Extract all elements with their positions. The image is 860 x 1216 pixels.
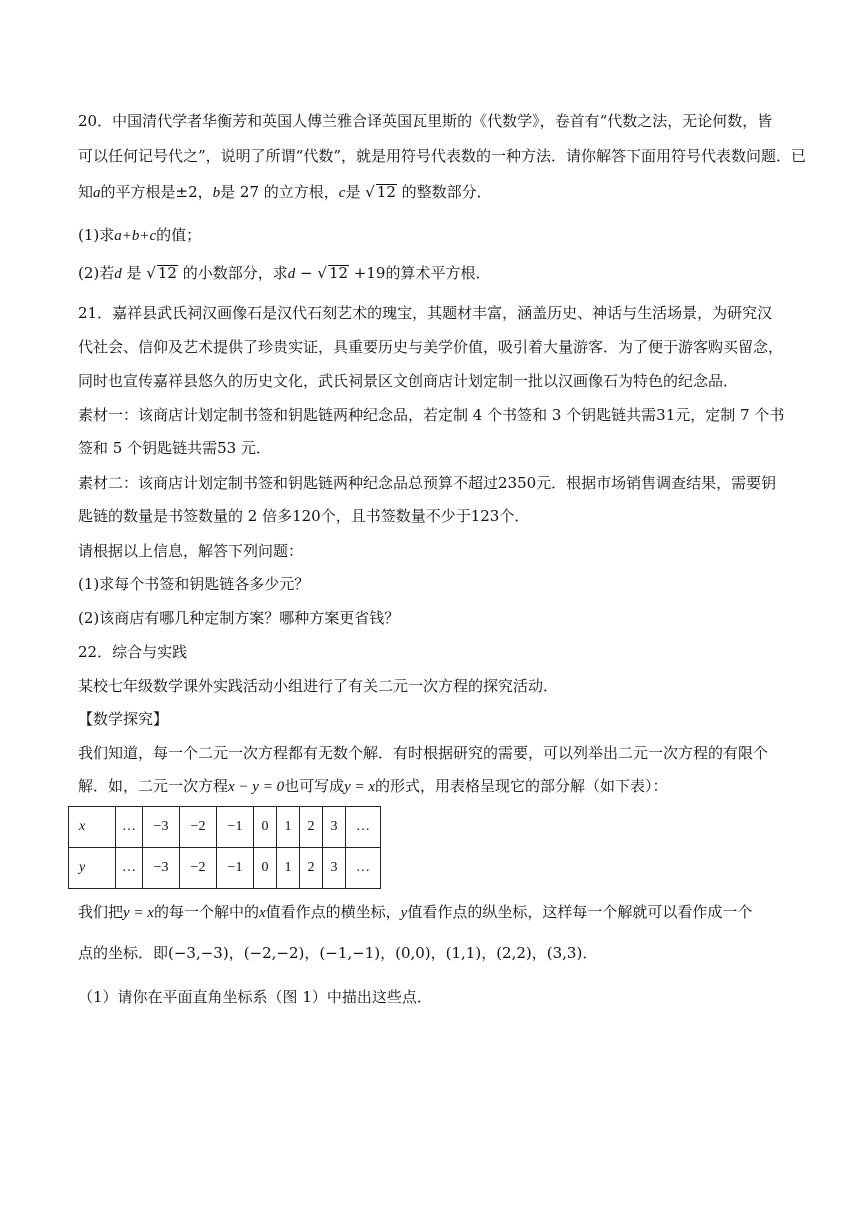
q22-para-1-text: 解．如，二元一次方程 <box>78 777 229 795</box>
var-d: d <box>287 266 296 282</box>
table-cell: −2 <box>180 848 217 889</box>
table-cell: … <box>346 807 381 848</box>
q22-title: 22．综合与实践 <box>78 643 188 661</box>
q22-para-2-text: 值看作点的纵坐标，这样每一个解就可以看作成一个 <box>407 903 753 921</box>
radical-12: 12 <box>328 264 349 282</box>
expr-sum: a+b+c <box>114 228 157 244</box>
q20-part-2-label: (2)若 <box>78 264 115 282</box>
q21-part-1: (1)求每个书签和钥匙链各多少元？ <box>78 575 310 593</box>
q20-part-1-text: 的值； <box>156 226 202 244</box>
var-y: y <box>400 905 408 921</box>
q20-line-3: 知a的平方根是±2，b是 27 的立方根，c是 √ 12 的整数部分． <box>78 183 492 201</box>
q22-para-2-text: 我们把 <box>78 903 124 921</box>
q20-part-2-text: 的算术平方根． <box>385 264 491 282</box>
table-cell: −3 <box>143 848 180 889</box>
q20-line-2: 可以任何记号代之”，说明了所谓“代数”，就是用符号代表数的一种方法．请你解答下面用符号代表数问题．已 <box>78 147 807 165</box>
table-cell: 2 <box>300 807 323 848</box>
q22-para-1-text: 也可写成 <box>284 777 345 795</box>
q20-part-2-text: 的小数部分，求 <box>182 264 288 282</box>
q21-material-2-line-2: 匙链的数量是书签数量的 2 倍多120个，且书签数量不少于123个． <box>78 507 530 525</box>
q22-task-1: （1）请你在平面直角坐标系（图 1）中描出这些点． <box>78 988 432 1006</box>
q21-material-1-line-2: 签和 5 个钥匙链共需53 元． <box>78 439 271 457</box>
q21-part-2: (2)该商店有哪几种定制方案？哪种方案更省钱？ <box>78 609 400 627</box>
table-cell: 3 <box>323 807 346 848</box>
plus-19: +19 <box>349 264 386 282</box>
q22-para-1-line-2 <box>78 775 668 798</box>
q22-intro: 某校七年级数学课外实践活动小组进行了有关二元一次方程的探究活动． <box>78 677 559 695</box>
q21-line-1: 21．嘉祥县武氏祠汉画像石是汉代石刻艺术的瑰宝，其题材丰富，涵盖历史、神话与生活场景，为研究汉 <box>78 304 773 322</box>
q20-line-3-text: 是 27 的立方根， <box>220 183 339 201</box>
table-cell: 1 <box>277 807 300 848</box>
table-cell: … <box>116 807 143 848</box>
table-cell: … <box>346 848 381 889</box>
var-a: a <box>93 185 101 201</box>
equation-x-minus-y: x − y = 0 <box>228 779 285 795</box>
table-cell: 0 <box>254 807 277 848</box>
q21-prompt: 请根据以上信息，解答下列问题： <box>78 542 304 560</box>
q22-section-heading: 【数学探究】 <box>78 710 169 728</box>
equation-y-equals-x: y = x <box>123 905 154 921</box>
table-cell: x <box>69 807 116 848</box>
q20-line-3-text: 的整数部分． <box>401 183 492 201</box>
q20-part-2: (2)若d 是 √ 12 的小数部分，求d − √ 12 +19的算术平方根． <box>78 264 491 282</box>
table-cell: −1 <box>217 807 254 848</box>
q22-para-2-text: 的每一个解中的 <box>153 903 259 921</box>
q20-line-3-text: 是 <box>345 183 361 201</box>
table-cell: 3 <box>323 848 346 889</box>
table-cell: 1 <box>277 848 300 889</box>
table-cell: −2 <box>180 807 217 848</box>
equation-y-equals-x: y = x <box>344 779 376 795</box>
q20-part-1-label: (1)求 <box>78 226 115 244</box>
solutions-table <box>68 806 381 889</box>
q22-para-2-text: 值看作点的横坐标， <box>265 903 401 921</box>
table-cell: … <box>116 848 143 889</box>
q20-line-3-text: 的平方根是±2， <box>100 183 213 201</box>
radical-12: 12 <box>157 264 177 282</box>
var-d: d <box>114 266 122 282</box>
q21-line-3: 同时也宣传嘉祥县悠久的历史文化，武氏祠景区文创商店计划定制一批以汉画像石为特色的纪念品． <box>78 372 739 390</box>
q21-material-2-line-1: 素材二：该商店计划定制书签和钥匙链两种纪念品总预算不超过2350元．根据市场销售调查结果，需要钥 <box>78 474 777 492</box>
table-cell: −1 <box>217 848 254 889</box>
var-b: b <box>212 185 221 201</box>
table-row-y <box>69 848 381 889</box>
var-c: c <box>338 185 346 201</box>
table-cell: −3 <box>143 807 180 848</box>
q21-material-1-line-1: 素材一：该商店计划定制书签和钥匙链两种纪念品，若定制 4 个书签和 3 个钥匙链共需31元，定制 7 个书 <box>78 406 785 424</box>
minus-sign: − <box>295 264 318 282</box>
q22-para-2-line-2: 点的坐标．即(−3,−3)，(−2,−2)，(−1,−1)，(0,0)，(1,1)，(2,2)，(3,3)． <box>78 944 598 962</box>
q20-part-1 <box>78 224 201 247</box>
q20-part-2-text: 是 <box>126 264 142 282</box>
q20-line-1: 20．中国清代学者华衡芳和英国人傅兰雅合译英国瓦里斯的《代数学》，卷首有“代数之法，无论何数，皆 <box>78 112 773 130</box>
table-row-x <box>69 807 381 848</box>
q22-para-1-line-1: 我们知道，每一个二元一次方程都有无数个解．有时根据研究的需要，可以列举出二元一次方程的有限个 <box>78 744 769 762</box>
var-x: x <box>258 905 266 921</box>
table-cell: y <box>69 848 116 889</box>
q22-para-2-line-1 <box>78 901 752 924</box>
q22-para-1-text: 的形式，用表格呈现它的部分解（如下表）： <box>375 777 668 795</box>
radical-12: 12 <box>376 183 396 201</box>
q20-line-3-text: 知 <box>78 183 94 201</box>
q21-line-2: 代社会、信仰及艺术提供了珍贵实证，具重要历史与美学价值，吸引着大量游客．为了便于游客购买留念， <box>78 338 784 356</box>
table-cell: 2 <box>300 848 323 889</box>
table-cell: 0 <box>254 848 277 889</box>
